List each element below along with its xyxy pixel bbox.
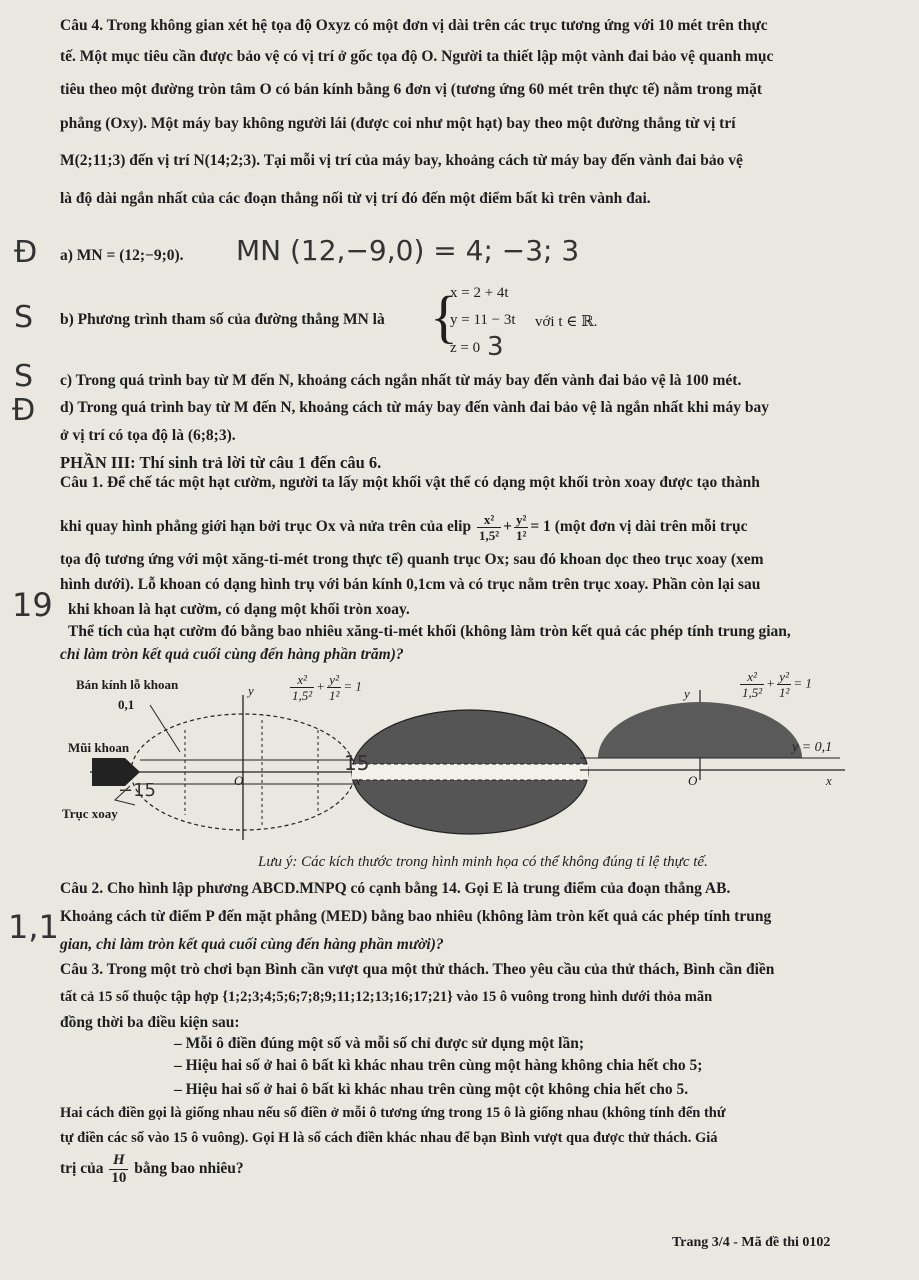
q4d-line-1: d) Trong quá trình bay từ M đến N, khoảng cách từ máy bay đến vành đai bảo vệ là ngắn nhất khi máy bay	[60, 399, 769, 416]
q1-line-4: hình dưới). Lỗ khoan có dạng hình trụ với bán kính 0,1cm và có trục nằm trên trục xoay. Phần còn lại sau	[60, 576, 761, 593]
q4b-eq-z: z = 0	[450, 340, 481, 356]
q2-line-1: Câu 2. Cho hình lập phương ABCD.MNPQ có cạnh bằng 14. Gọi E là trung điểm của đoạn thẳng AB.	[60, 880, 731, 897]
q3-line-1: Câu 3. Trong một trò chơi bạn Bình cần vượt qua một thử thách. Theo yêu cầu của thử thách, Bình cần điền	[60, 961, 775, 978]
q4b-handwritten-mark: S	[14, 300, 34, 335]
q1-handwritten-answer: 19	[12, 586, 53, 624]
q4-line-1: Câu 4. Trong không gian xét hệ tọa độ Oxyz có một đơn vị dài trên các trục tương ứng với 10 mét trên thực	[60, 17, 768, 34]
page-footer: Trang 3/4 - Mã đề thi 0102	[672, 1235, 831, 1250]
fig-left-x-label: x	[355, 773, 361, 788]
fig-note: Lưu ý: Các kích thước trong hình minh họa có thể không đúng tỉ lệ thực tế.	[258, 854, 708, 870]
q4-line-4: phẳng (Oxy). Một máy bay không người lái (được coi như một hạt) bay theo một đường thẳng từ vị trí	[60, 115, 736, 132]
q1-frac-y: $\frac{\text{y²}}{\text{1²}}$	[515, 512, 527, 543]
q3-line-2: tất cả 15 số thuộc tập hợp {1;2;3;4;5;6;7;8;9;11;12;13;16;17;21} vào 15 ô vuông trong hình dưới thỏa mãn	[60, 989, 713, 1005]
q3-condition-2: – Hiệu hai số ở hai ô bất kì khác nhau trên cùng một hàng không chia hết cho 5;	[174, 1057, 703, 1074]
q1-line-1: Câu 1. Để chế tác một hạt cườm, người ta lấy một khối vật thể có dạng một khối tròn xoay được tạo thành	[60, 474, 760, 491]
q4a-handwritten-mark: Đ	[14, 235, 38, 270]
q3-line-3: đồng thời ba điều kiện sau:	[60, 1014, 240, 1031]
q4b-statement: b) Phương trình tham số của đường thẳng MN là	[60, 311, 385, 328]
q4a-statement: a) MN = (12;−9;0).	[60, 247, 184, 264]
q2-handwritten-answer: 1,1	[8, 908, 59, 946]
q2-line-3: gian, chỉ làm tròn kết quả cuối cùng đến hàng phần mười)?	[60, 936, 444, 953]
fig-right-ellipse-eq: $\frac{\text{x²}}{\text{1,5²}}$ + $\frac{\text{y²}}{\text{1²}}$ = 1	[742, 669, 812, 700]
q4b-handwritten-z: 3	[487, 332, 504, 362]
fig-right-region	[598, 702, 802, 758]
q3-line-6: trị của $\frac{H}{10}$ bằng bao nhiêu?	[60, 1152, 244, 1186]
q2-line-2: Khoảng cách từ điểm P đến mặt phẳng (MED) bằng bao nhiêu (không làm tròn kết quả các phép tính trung	[60, 908, 772, 925]
fig-right-y-label: y	[684, 686, 690, 701]
q3-line-5: tự điền các số vào 15 ô vuông). Gọi H là số cách điền khác nhau để bạn Bình vượt qua được thử thách. Giá	[60, 1130, 718, 1146]
q1-frac-x: $\frac{\text{x²}}{\text{1,5²}}$	[478, 512, 500, 543]
fig-drill-tip-label: Mũi khoan	[68, 740, 130, 755]
q4d-handwritten-mark: Đ	[12, 393, 36, 428]
fig-right-origin: O	[688, 773, 698, 788]
q4c-statement: c) Trong quá trình bay từ M đến N, khoảng cách ngắn nhất từ máy bay đến vành đai bảo vệ là 100 mét.	[60, 372, 742, 389]
fig-drill-radius-value: 0,1	[118, 697, 135, 712]
q3-condition-3: – Hiệu hai số ở hai ô bất kì khác nhau trên cùng một cột không chia hết cho 5.	[174, 1081, 689, 1098]
fig-arrow-radius	[150, 705, 180, 752]
q4a-handwritten-work: MN (12,−9,0) = 4; −3; 3	[236, 234, 580, 267]
fig-right-x-label: x	[826, 773, 832, 788]
fig-handwritten-note: −15	[118, 780, 156, 801]
fig-left-ellipse-eq: $\frac{\text{x²}}{\text{1,5²}}$ + $\frac{\text{y²}}{\text{1²}}$ = 1	[292, 672, 362, 703]
fig-right-line-label: y = 0,1	[792, 740, 833, 755]
q3-frac: $\frac{H}{10}$	[111, 1152, 127, 1186]
fig-left-origin: O	[234, 773, 244, 788]
q4-line-5: M(2;11;3) đến vị trí N(14;2;3). Tại mỗi vị trí của máy bay, khoảng cách từ máy bay đến vành đai bảo vệ	[60, 152, 743, 169]
fig-drill-radius-label: Bán kính lỗ khoan	[76, 677, 179, 692]
fig-mid-hole	[352, 764, 588, 780]
q1-line-7: chỉ làm tròn kết quả cuối cùng đến hàng phần trăm)?	[60, 646, 404, 663]
q1-line-3: tọa độ tương ứng với một xăng-ti-mét trong thực tế) quanh trục Ox; sau đó khoan dọc theo trục xoay (xem	[60, 551, 764, 568]
fig-handwritten-stroke: 15	[344, 751, 370, 775]
q1-line-6: Thể tích của hạt cườm đó bằng bao nhiêu xăng-ti-mét khối (không làm tròn kết quả các phép tính trung gian,	[68, 623, 791, 640]
q3-line-4: Hai cách điền gọi là giống nhau nếu số điền ở mỗi ô tương ứng trong 15 ô là giống nhau (không tính đến thứ	[60, 1105, 726, 1121]
q1-line-2: khi quay hình phẳng giới hạn bởi trục Ox và nửa trên của elip $\frac{\text{x²}}{\text{1,5²}}$ + $\frac{\text{y²}}{\text{1²}}$ = 1 (một đơn vị dài trên mỗi trục	[60, 512, 748, 543]
q4c-handwritten-mark: S	[14, 359, 34, 394]
q3-condition-1: – Mỗi ô điền đúng một số và mỗi số chỉ được sử dụng một lần;	[174, 1035, 585, 1052]
q4-line-3: tiêu theo một đường tròn tâm O có bán kính bằng 6 đơn vị (tương ứng 60 mét trên thực tế) nằm trong mặt	[60, 81, 763, 98]
q4b-eq-y: y = 11 − 3t	[450, 312, 516, 328]
q4b-system-brace: {	[430, 284, 458, 349]
q4b-with: với t ∈ ℝ.	[535, 314, 598, 330]
q4b-eq-x: x = 2 + 4t	[450, 285, 509, 301]
fig-axis-label: Trục xoay	[62, 806, 118, 821]
q1-line-5: khi khoan là hạt cườm, có dạng một khối tròn xoay.	[68, 601, 410, 618]
q4d-line-2: ở vị trí có tọa độ là (6;8;3).	[60, 427, 236, 444]
q4-line-2: tế. Một mục tiêu cần được bảo vệ có vị trí ở gốc tọa độ O. Người ta thiết lập một vành đai bảo vệ quanh mục	[60, 48, 774, 65]
fig-left-y-label: y	[248, 683, 254, 698]
part3-heading: PHẦN III: Thí sinh trả lời từ câu 1 đến câu 6.	[60, 453, 382, 472]
q4-line-6: là độ dài ngắn nhất của các đoạn thẳng nối từ vị trí đó đến một điểm bất kì trên vành đai.	[60, 190, 651, 207]
